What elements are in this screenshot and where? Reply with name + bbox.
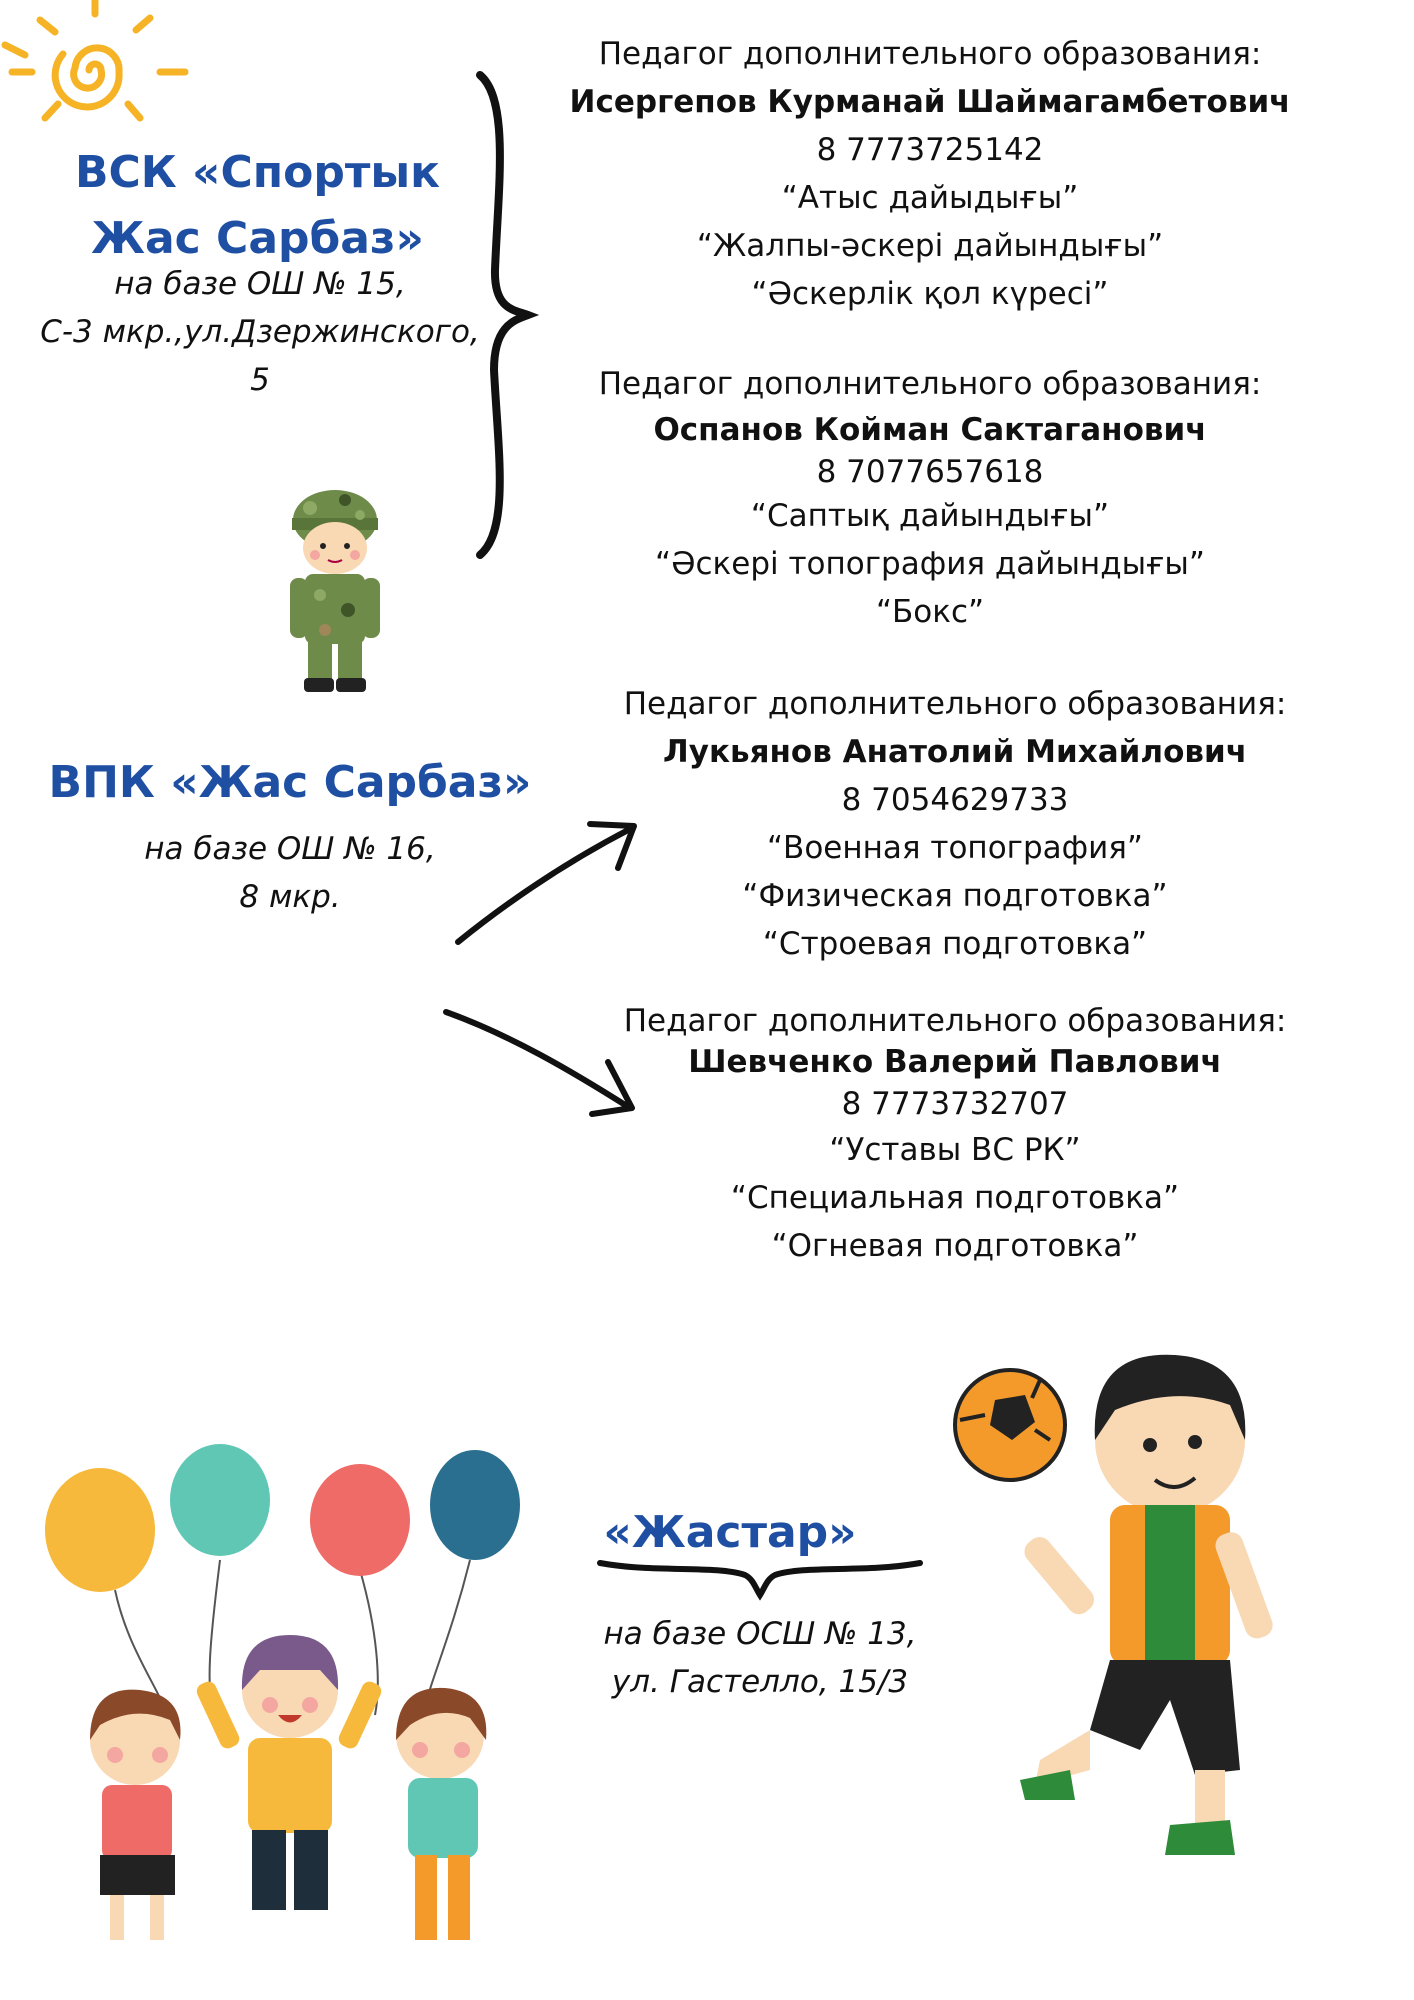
teacher-name: Оспанов Койман Сактаганович bbox=[653, 412, 1207, 448]
teacher-name: Шевченко Валерий Павлович bbox=[688, 1044, 1222, 1080]
teacher-subject: “Атыс дайыдығы” bbox=[781, 180, 1079, 216]
teacher-card-2 bbox=[520, 360, 1340, 636]
teacher-subject: “Саптық дайындығы” bbox=[750, 498, 1110, 534]
club-1-address bbox=[20, 260, 500, 404]
club-3-address-line1: на базе ОСШ № 13, bbox=[603, 1616, 917, 1652]
club-3-address-line2: ул. Гастелло, 15/3 bbox=[611, 1664, 909, 1700]
teacher-subject: “Әскері топография дайындығы” bbox=[655, 546, 1205, 582]
club-1-address-line2: С-3 мкр.,ул.Дзержинского, bbox=[40, 314, 480, 350]
teacher-name: Исергепов Курманай Шаймагамбетович bbox=[569, 84, 1291, 120]
club-1-address-line3: 5 bbox=[250, 362, 270, 398]
teacher-phone: 8 7077657618 bbox=[816, 454, 1044, 490]
teacher-card-4 bbox=[545, 1000, 1365, 1270]
teacher-subject: “Уставы ВС РК” bbox=[829, 1132, 1081, 1168]
club-2-title: ВПК «Жас Сарбаз» bbox=[48, 757, 532, 808]
teacher-subject: “Әскерлік қол күресі” bbox=[751, 276, 1109, 312]
teacher-subject: “Специальная подготовка” bbox=[730, 1180, 1180, 1216]
teacher-subject: “Бокс” bbox=[875, 594, 985, 630]
teacher-card-3 bbox=[545, 680, 1365, 968]
kids-with-balloons-illustration bbox=[20, 1440, 560, 1960]
club-1-title-line1: ВСК «Спортык bbox=[74, 147, 441, 198]
club-2-address-line1: на базе ОШ № 16, bbox=[144, 831, 436, 867]
teacher-subject: “Огневая подготовка” bbox=[771, 1228, 1139, 1264]
teacher-role: Педагог дополнительного образования: bbox=[598, 36, 1262, 72]
teacher-name: Лукьянов Анатолий Михайлович bbox=[663, 734, 1247, 770]
teacher-subject: “Физическая подготовка” bbox=[742, 878, 1168, 914]
teacher-phone: 8 7054629733 bbox=[841, 782, 1069, 818]
sun-icon bbox=[0, 0, 210, 150]
teacher-subject: “Жалпы-әскері дайындығы” bbox=[696, 228, 1164, 264]
teacher-phone: 8 7773732707 bbox=[841, 1086, 1069, 1122]
club-2-address-line2: 8 мкр. bbox=[239, 879, 341, 915]
club-3-title: «Жастар» bbox=[603, 1507, 857, 1558]
club-1-title-line2: Жас Сарбаз» bbox=[91, 213, 424, 264]
boy-with-ball-illustration bbox=[940, 1330, 1310, 1870]
teacher-role: Педагог дополнительного образования: bbox=[623, 686, 1287, 722]
club-1-title bbox=[30, 140, 485, 272]
teacher-card-1 bbox=[520, 30, 1340, 318]
club-1-address-line1: на базе ОШ № 15, bbox=[114, 266, 406, 302]
teacher-phone: 8 7773725142 bbox=[816, 132, 1044, 168]
teacher-subject: “Военная топография” bbox=[767, 830, 1143, 866]
teacher-subject: “Строевая подготовка” bbox=[762, 926, 1148, 962]
soldier-illustration bbox=[280, 480, 390, 695]
teacher-role: Педагог дополнительного образования: bbox=[598, 366, 1262, 402]
club-3-address bbox=[560, 1610, 960, 1706]
curly-brace-horizontal-icon bbox=[595, 1555, 925, 1605]
teacher-role: Педагог дополнительного образования: bbox=[623, 1003, 1287, 1039]
